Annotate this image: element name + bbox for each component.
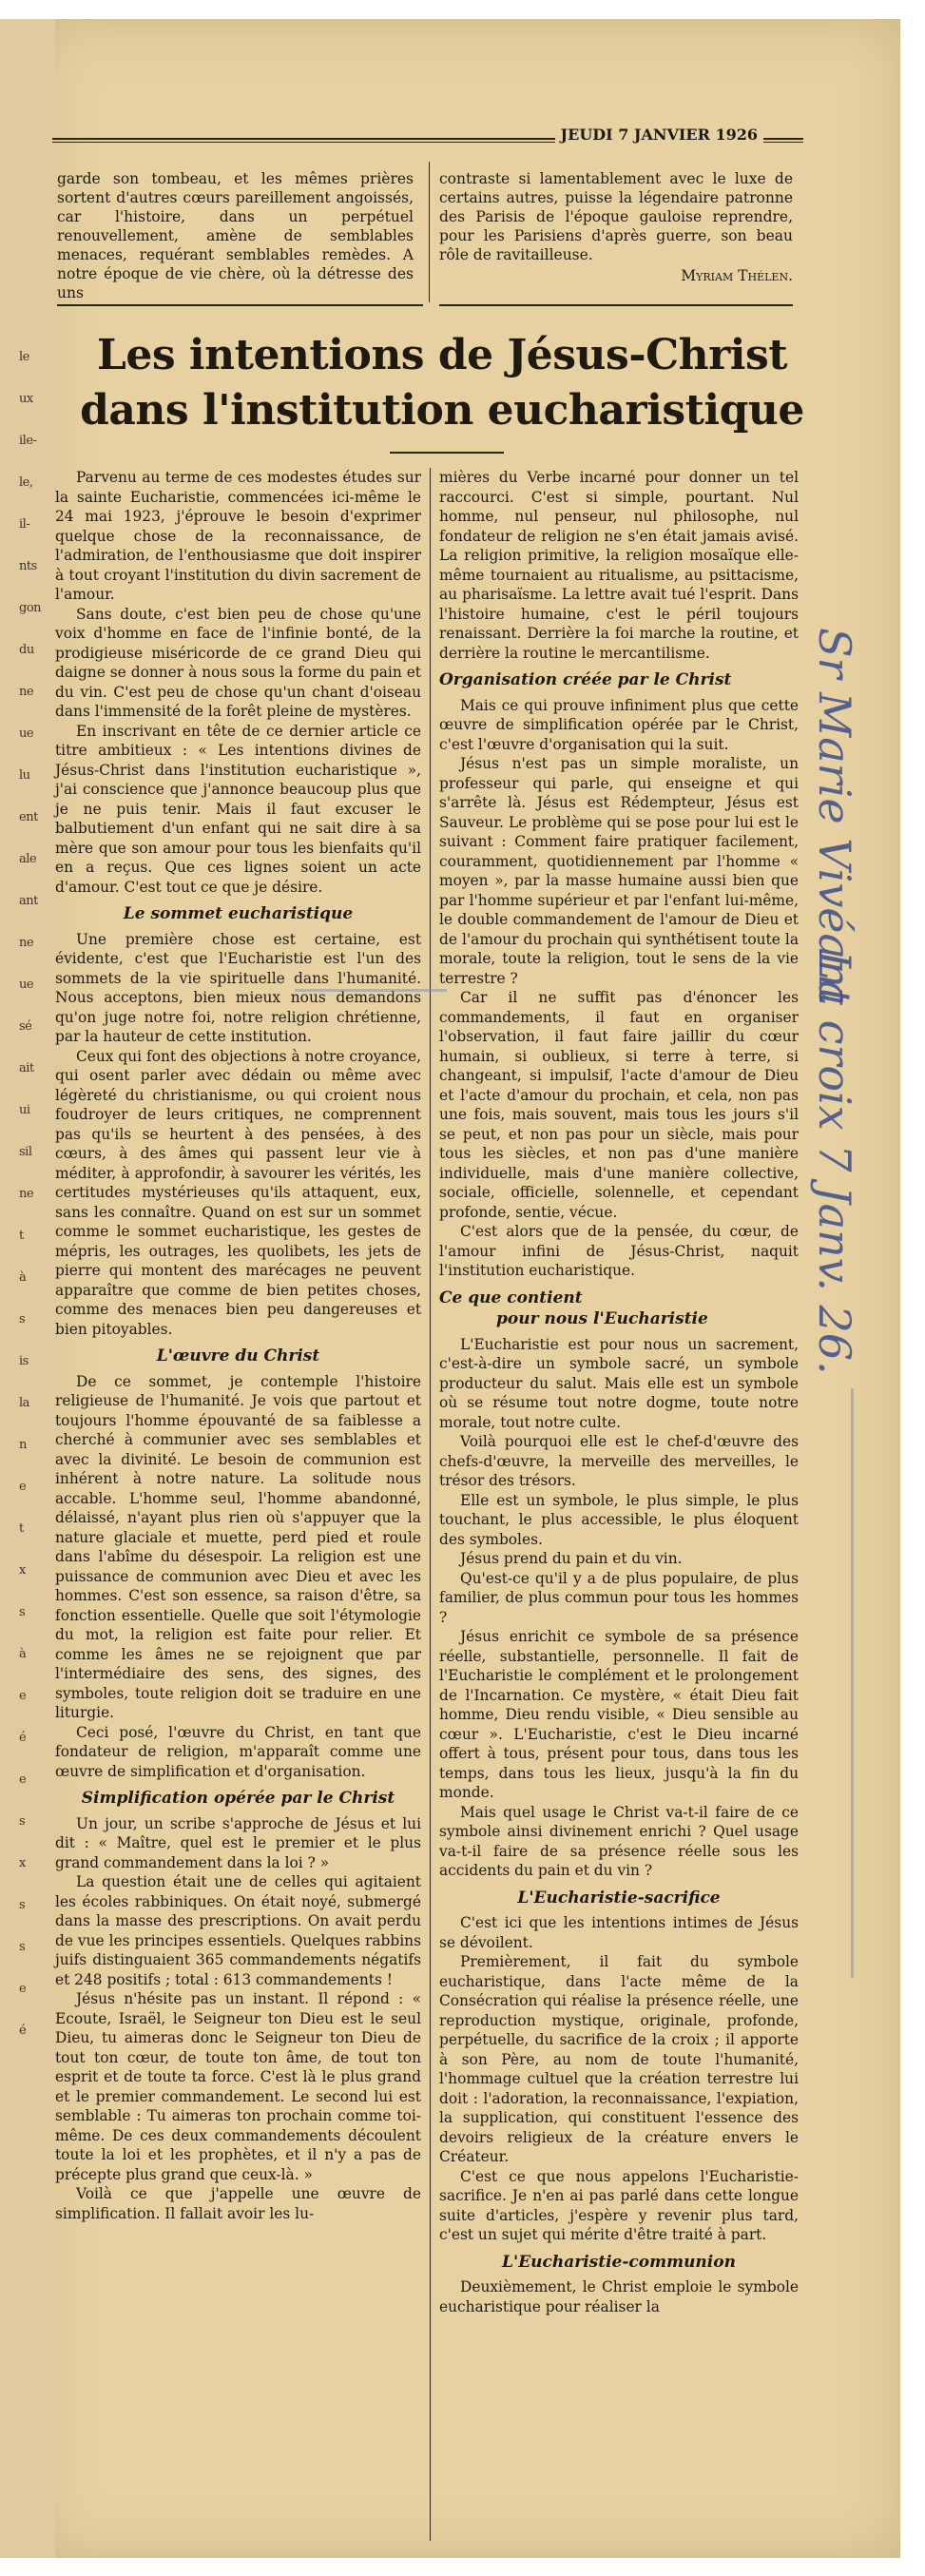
paragraph: Premièrement, il fait du symbole eucharistique, dans l'acte même de la Consécration qui réalise la présence réelle, une reproduction mystique, originale, profonde, perpétuelle, du sacrifice de la croix ; il apporte à son Père, au nom de toute l'humanité, l'hommage cultuel que la création terrestre lui doit : l'adoration, la reconnaissance, l'expiation, la supplication, qui constituent l'essence des devoirs religieux de la créature envers le Créateur. bbox=[439, 1953, 799, 2165]
adjacent-text-fragment: lu bbox=[19, 768, 30, 783]
previous-article-text: contraste si lamentablement avec le luxe de certains autres, puisse la légendaire patronne des Parisis de l'époque gauloise reprendre, pour les Parisiens d'après guerre, son beau rôle de ravitailleuse. bbox=[439, 170, 793, 263]
adjacent-text-fragment: s bbox=[19, 1312, 26, 1327]
paragraph: Jésus prend du pain et du vin. bbox=[460, 1550, 683, 1567]
handwritten-annotation-source: La croix 7 Janv. 26. bbox=[809, 951, 860, 1375]
adjacent-text-fragment: t bbox=[19, 1521, 24, 1536]
adjacent-text-fragment: ent bbox=[19, 810, 38, 824]
paragraph: Mais ce qui prouve infiniment plus que cette œuvre de simplification opérée par le Christ, c'est l'œuvre d'organisation qui la suit. bbox=[439, 696, 799, 753]
subheading: Organisation créée par le Christ bbox=[439, 670, 732, 689]
adjacent-text-fragment: e bbox=[19, 1982, 27, 1996]
adjacent-text-fragment: la bbox=[19, 1396, 29, 1410]
adjacent-text-fragment: le bbox=[19, 350, 29, 364]
adjacent-text-fragment: e bbox=[19, 1689, 27, 1703]
article-headline bbox=[67, 328, 818, 438]
section-rule bbox=[57, 304, 423, 306]
paragraph: Jésus n'est pas un simple moraliste, un professeur qui parle, qui enseigne et qui s'arrête là. Jésus est Rédempteur, Jésus est Sauveur. Le problème qui se pose pour lui est le suivant : Comment faire pratiquer facilement, couramment, quotidiennement par l'homme « moyen », par la masse humaine aussi bien que par l'homme supérieur et par l'enfant lui-même, le double commandement de l'amour de Dieu et de l'amour du prochain qui synthétisent toute la morale, toute la religion, tout le sens de la vie terrestre ? bbox=[439, 755, 799, 987]
adjacent-text-fragment: ale bbox=[19, 852, 37, 866]
paragraph: Ceux qui font des objections à notre croyance, qui osent parler avec dédain ou même avec légèreté du christianisme, ou qui croient nous foudroyer de leurs critiques, ne comprennent pas qu'ils se heurtent à des pensées, à des cœurs, à des âmes qui passent leur vie à méditer, à approfondir, à savourer les vérités, les certitudes mystérieuses qu'ils attaquent, eux, sans les connaître. Quand on est sur un sommet comme le sommet eucharistique, les gestes de mépris, les outrages, les quolibets, les jets de pierre qui montent des marécages ne peuvent apparaître que comme de bien petites choses, comme des menaces bien peu dangereuses et bien pitoyables. bbox=[55, 1047, 421, 1338]
handwritten-annotation-name: Sr Marie Vivéant bbox=[809, 628, 860, 1006]
paragraph: mières du Verbe incarné pour donner un tel raccourci. C'est si simple, pourtant. Nul homme, nul penseur, nul philosophe, nul fondateur de religion ne s'en était jamais avisé. La religion primitive, la religion mosaïque elle-même tournaient au ritualisme, au psittacisme, au pharisaïsme. La lettre avait tué l'esprit. Dans l'histoire humaine, c'est le péril toujours renaissant. Derrière la foi marche la routine, et derrière la routine le mercantilisme. bbox=[439, 469, 799, 662]
section-rule bbox=[439, 304, 793, 306]
paragraph: Mais quel usage le Christ va-t-il faire de ce symbole ainsi divinement enrichi ? Quel usage va-t-il faire de sa présence réelle sous les accidents du pain et du vin ? bbox=[439, 1803, 799, 1879]
adjacent-text-fragment: sé bbox=[19, 1019, 32, 1034]
article-column-left bbox=[55, 468, 421, 2223]
adjacent-text-fragment: is bbox=[19, 1354, 29, 1368]
column-divider bbox=[430, 468, 431, 2541]
adjacent-text-fragment: il- bbox=[19, 517, 30, 532]
subheading: Le sommet eucharistique bbox=[123, 904, 354, 923]
paragraph: Jésus enrichit ce symbole de sa présence réelle, substantielle, personnelle. Il fait de l'Eucharistie le complément et le prolongement de l'Incarnation. Ce mystère, « était Dieu fait homme, Dieu rendu visible, « Dieu sensible au cœur ». L'Eucharistie, c'est le Dieu incarné offert à tous, présent pour tous, dans tous les temps, dans tous les lieux, jusqu'à la fin du monde. bbox=[439, 1628, 799, 1801]
subheading: L'Eucharistie-communion bbox=[502, 2252, 736, 2272]
column-divider bbox=[429, 162, 430, 302]
subheading: pour nous l'Eucharistie bbox=[496, 1309, 708, 1328]
paragraph: Ceci posé, l'œuvre du Christ, en tant que fondateur de religion, m'apparaît comme une œuvre de simplification et d'organisation. bbox=[55, 1723, 421, 1780]
adjacent-text-fragment: n bbox=[19, 1438, 27, 1452]
adjacent-text-fragment: é bbox=[19, 2024, 27, 2038]
paragraph: Elle est un symbole, le plus simple, le plus touchant, le plus accessible, le plus éloquent des symboles. bbox=[439, 1491, 799, 1548]
adjacent-text-fragment: ne bbox=[19, 936, 34, 950]
paragraph: Une première chose est certaine, est évidente, c'est que l'Eucharistie est l'un des sommets de la vie spirituelle dans l'humanité. Nous acceptons, bien mieux nous demandons qu'on juge notre foi, notre religion chrétienne, par la hauteur de cette institution. bbox=[55, 930, 421, 1045]
paragraph: Voilà pourquoi elle est le chef-d'œuvre des chefs-d'œuvre, la merveille des merveilles, le trésor des trésors. bbox=[439, 1433, 799, 1489]
adjacent-text-fragment: s bbox=[19, 1940, 26, 1954]
adjacent-text-fragment: ne bbox=[19, 1187, 34, 1201]
subheading: L'œuvre du Christ bbox=[156, 1346, 320, 1365]
adjacent-text-fragment: e bbox=[19, 1480, 27, 1494]
author-signature: Myriam Thélen. bbox=[681, 267, 793, 284]
subheading: Ce que contient bbox=[439, 1288, 583, 1307]
previous-article-right bbox=[439, 169, 793, 285]
paragraph: C'est ici que les intentions intimes de Jésus se dévoilent. bbox=[439, 1914, 799, 1951]
paragraph: C'est alors que de la pensée, du cœur, de l'amour infini de Jésus-Christ, naquit l'institution eucharistique. bbox=[439, 1223, 799, 1279]
paragraph: Un jour, un scribe s'approche de Jésus et lui dit : « Maître, quel est le premier et le plus grand commandement dans la loi ? » bbox=[55, 1814, 421, 1871]
paragraph: Car il ne suffit pas d'énoncer les commandements, il faut en organiser l'observation, il faut faire jaillir du cœur humain, si oublieux, si terre à terre, si changeant, si impulsif, l'acte d'amour de Dieu et l'acte d'amour du prochain, et cela, non pas une fois, mais souvent, mais tous les jours s'il se peut, et non pas pour un siècle, mais pour tous les siècles, et non pas d'une manière individuelle, mais d'une manière collective, sociale, officielle, solennelle, et cependant profonde, sentie, vécue. bbox=[439, 989, 799, 1221]
adjacent-text-fragment: ux bbox=[19, 392, 33, 406]
previous-article-text: garde son tombeau, et les mêmes prières sortent d'autres cœurs pareillement angoissés, car l'histoire, dans un perpétuel renouvellement, amène de semblables menaces, requérant semblables remèdes. A notre époque de vie chère, où la détresse des uns bbox=[57, 170, 414, 301]
adjacent-text-fragment: e bbox=[19, 1772, 27, 1787]
headline-line-2: dans l'institution eucharistique bbox=[80, 386, 804, 435]
adjacent-text-fragment: ant bbox=[19, 894, 38, 908]
paragraph: Voilà ce que j'appelle une œuvre de simplification. Il fallait avoir les lu- bbox=[55, 2185, 421, 2222]
pencil-underline bbox=[295, 989, 447, 992]
subheading: Simplification opérée par le Christ bbox=[81, 1789, 395, 1808]
adjacent-text-fragment: t bbox=[19, 1229, 24, 1243]
article-column-right bbox=[439, 468, 799, 2316]
paragraph: De ce sommet, je contemple l'histoire religieuse de l'humanité. Je vois que partout et toujours l'homme épouvanté de sa faiblesse a cherché à communier avec ses semblables et avec la divinité. Le besoin de communion est inhérent à notre nature. La solitude nous accable. L'homme seul, l'homme abandonné, délaissé, n'ayant plus rien où s'appuyer que la nature glaciale et muette, perd pied et roule dans l'abîme du désespoir. La religion est une puissance de communion avec Dieu et avec les hommes. C'est son essence, sa raison d'être, sa fonction essentielle. Quelle que soit l'étymologie du mot, la religion est faite pour relier. Et comme les âmes ne se rejoignent que par l'intermédiaire des sens, des signes, des symboles, toute religion doit se traduire en une liturgie. bbox=[55, 1372, 421, 1721]
adjacent-text-fragment: s bbox=[19, 1605, 26, 1619]
paragraph: Sans doute, c'est bien peu de chose qu'une voix d'homme en face de l'infinie bonté, de la prodigieuse miséricorde de ce grand Dieu qui daigne se donner à nous sous la forme du pain et du vin. C'est peu de chose qu'un chant d'oiseau dans l'immensité de la forêt pleine de mystères. bbox=[55, 605, 421, 720]
headline-rule bbox=[390, 452, 504, 454]
paragraph: La question était une de celles qui agitaient les écoles rabbiniques. On était noyé, submergé dans la masse des prescriptions. On avait perdu de vue les principes essentiels. Quelques rabbins juifs distinguaient 365 commandements négatifs et 248 positifs ; total : 613 commandements ! bbox=[55, 1873, 421, 1988]
adjacent-text-fragment: du bbox=[19, 643, 34, 657]
adjacent-text-fragment: gon bbox=[19, 601, 42, 615]
adjacent-text-fragment: x bbox=[19, 1856, 26, 1870]
adjacent-text-fragment: à bbox=[19, 1270, 27, 1285]
adjacent-column-fragment bbox=[0, 19, 55, 2558]
adjacent-text-fragment: ne bbox=[19, 685, 34, 699]
adjacent-text-fragment: ue bbox=[19, 978, 34, 992]
adjacent-text-fragment: ui bbox=[19, 1103, 30, 1117]
paragraph: Jésus n'hésite pas un instant. Il répond : « Ecoute, Israël, le Seigneur ton Dieu est le seul Dieu, tu aimeras donc le Seigneur ton Dieu de tout ton cœur, de toute ton âme, de tout ton esprit et de toute ta force. C'est là le plus grand et le premier commandement. Le second lui est semblable : Tu aimeras ton prochain comme toi-même. De ces deux commandements découlent toute la loi et les prophètes, et il n'y a pas de précepte plus grand que ceux-là. » bbox=[55, 1990, 421, 2183]
adjacent-text-fragment: nts bbox=[19, 559, 37, 573]
subheading: L'Eucharistie-sacrifice bbox=[517, 1888, 721, 1908]
adjacent-text-fragment: é bbox=[19, 1731, 27, 1745]
adjacent-text-fragment: ile- bbox=[19, 434, 37, 448]
adjacent-text-fragment: s bbox=[19, 1814, 26, 1829]
adjacent-text-fragment: ait bbox=[19, 1061, 34, 1075]
issue-date: JEUDI 7 JANVIER 1926 bbox=[555, 126, 763, 144]
adjacent-text-fragment: sil bbox=[19, 1145, 32, 1159]
paragraph: Qu'est-ce qu'il y a de plus populaire, de plus familier, de plus commun pour tous les hommes ? bbox=[439, 1569, 799, 1626]
adjacent-text-fragment: x bbox=[19, 1563, 26, 1578]
previous-article-left bbox=[57, 169, 414, 302]
pencil-margin-mark bbox=[851, 1388, 854, 1978]
paragraph: En inscrivant en tête de ce dernier article ce titre ambitieux : « Les intentions divines de Jésus-Christ dans l'institution eucharistique », j'ai conscience que j'annonce beaucoup plus que je ne puis tenir. Mais il faut excuser le balbutiement d'un enfant qui ne sait dire à sa mère que son amour pour tous les bienfaits qu'il en a reçus. Que ces lignes soient un acte d'amour. C'est tout ce que je désire. bbox=[55, 722, 421, 896]
paragraph: Parvenu au terme de ces modestes études sur la sainte Eucharistie, commencées ici-même le 24 mai 1923, j'éprouve le besoin d'exprimer quelque chose de la reconnaissance, de l'admiration, de l'enthousiasme que doit inspirer à tout croyant l'institution du divin sacrement de l'amour. bbox=[55, 469, 421, 603]
headline-line-1: Les intentions de Jésus-Christ bbox=[96, 331, 788, 379]
adjacent-text-fragment: ue bbox=[19, 726, 34, 741]
adjacent-text-fragment: s bbox=[19, 1898, 26, 1912]
paragraph: C'est ce que nous appelons l'Eucharistie-sacrifice. Je n'en ai pas parlé dans cette longue suite d'articles, j'espère y revenir plus tard, c'est un sujet qui mérite d'être traité à part. bbox=[439, 2167, 799, 2243]
adjacent-text-fragment: le, bbox=[19, 475, 33, 490]
paragraph: Deuxièmement, le Christ emploie le symbole eucharistique pour réaliser la bbox=[439, 2278, 799, 2315]
adjacent-text-fragment: à bbox=[19, 1647, 27, 1661]
paragraph: L'Eucharistie est pour nous un sacrement, c'est-à-dire un symbole sacré, un symbole producteur du salut. Mais elle est un symbole où se résume tout notre dogme, toute notre morale, tout notre culte. bbox=[439, 1335, 799, 1431]
